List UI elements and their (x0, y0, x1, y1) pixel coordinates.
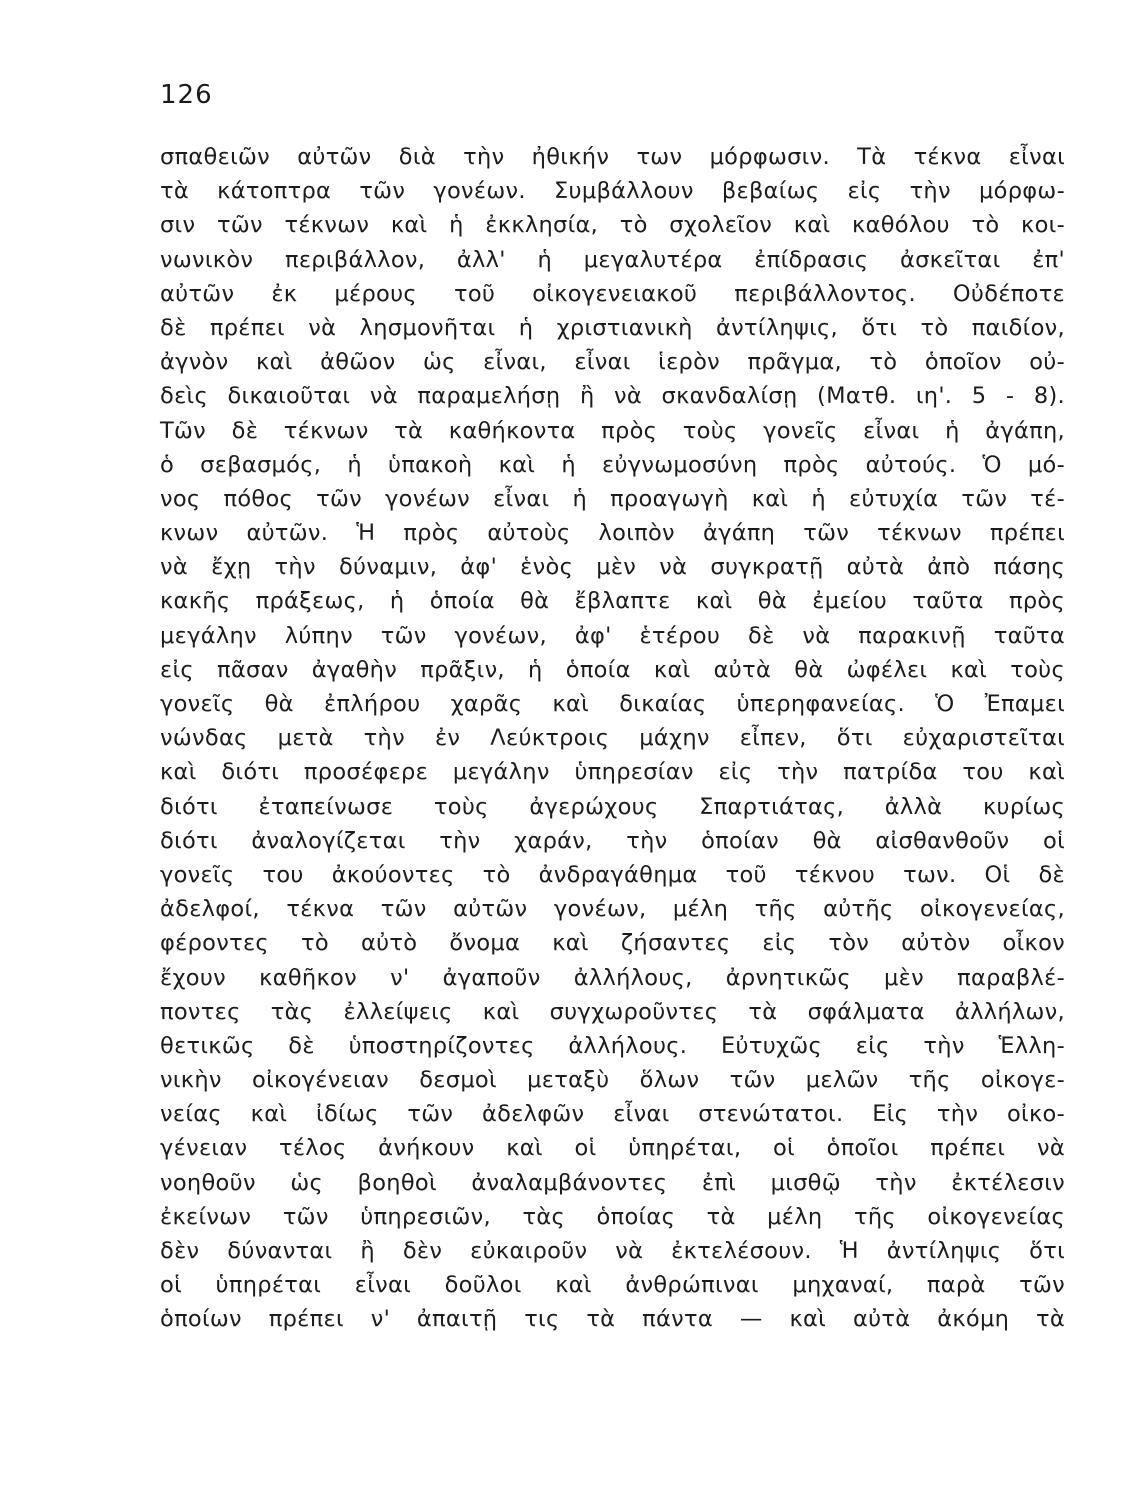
text-line: γονεῖς θὰ ἐπλήρου χαρᾶς καὶ δικαίας ὑπερηφανείας. Ὁ Ἐπαμει (160, 691, 1065, 717)
text-line: ποντες τὰς ἐλλείψεις καὶ συγχωροῦντες τὰ σφάλματα ἀλλήλων, (160, 998, 1065, 1025)
text-line: θετικῶς δὲ ὑποστηρίζοντες ἀλλήλους. Εὐτυχῶς εἰς τὴν Ἑλλη- (160, 1032, 1065, 1059)
text-line: Τῶν δὲ τέκνων τὰ καθήκοντα πρὸς τοὺς γονεῖς εἶναι ἡ ἀγάπη, (160, 417, 1065, 444)
text-line: δὲν δύνανται ἢ δὲν εὐκαιροῦν νὰ ἐκτελέσουν. Ἡ ἀντίληψις ὅτι (160, 1238, 1065, 1264)
text-line: διότι ἐταπείνωσε τοὺς ἀγερώχους Σπαρτιάτας, ἀλλὰ κυρίως (160, 793, 1065, 820)
text-line: νώνδας μετὰ τὴν ἐν Λεύκτροις μάχην εἶπεν, ὅτι εὐχαριστεῖται (160, 725, 1065, 752)
text-line: ἐκείνων τῶν ὑπηρεσιῶν, τὰς ὁποίας τὰ μέλη τῆς οἰκογενείας (160, 1203, 1065, 1230)
text-line: εἰς πᾶσαν ἀγαθὴν πρᾶξιν, ἡ ὁποία καὶ αὐτὰ θὰ ὠφέλει καὶ τοὺς (160, 656, 1065, 683)
text-line: ἀδελφοί, τέκνα τῶν αὐτῶν γονέων, μέλη τῆς αὐτῆς οἰκογενείας, (160, 896, 1065, 923)
text-line: σιν τῶν τέκνων καὶ ἡ ἐκκλησία, τὸ σχολεῖον καὶ καθόλου τὸ κοι- (160, 212, 1065, 239)
text-line: ὁ σεβασμός, ἡ ὑπακοὴ καὶ ἡ εὐγνωμοσύνη πρὸς αὐτούς. Ὁ μό- (160, 451, 1065, 478)
text-line: δεὶς δικαιοῦται νὰ παραμελήσῃ ἢ νὰ σκανδαλίσῃ (Ματθ. ιη'. 5 - 8). (160, 383, 1065, 410)
text-line: μεγάλην λύπην τῶν γονέων, ἀφ' ἑτέρου δὲ νὰ παρακινῇ ταῦτα (160, 622, 1065, 649)
text-line: νοηθοῦν ὡς βοηθοὶ ἀναλαμβάνοντες ἐπὶ μισθῷ τὴν ἐκτέλεσιν (160, 1169, 1065, 1196)
text-line: δὲ πρέπει νὰ λησμονῆται ἡ χριστιανικὴ ἀντίληψις, ὅτι τὸ παιδίον, (160, 314, 1065, 341)
page-number: 126 (160, 80, 213, 110)
text-line: αὐτῶν ἐκ μέρους τοῦ οἰκογενειακοῦ περιβάλλοντος. Οὐδέποτε (160, 280, 1065, 307)
text-line: νος πόθος τῶν γονέων εἶναι ἡ προαγωγὴ καὶ ἡ εὐτυχία τῶν τέ- (160, 485, 1065, 512)
text-line: ἀγνὸν καὶ ἀθῶον ὡς εἶναι, εἶναι ἱερὸν πρᾶγμα, τὸ ὁποῖον οὐ- (160, 349, 1065, 376)
text-line: τὰ κάτοπτρα τῶν γονέων. Συμβάλλουν βεβαίως εἰς τὴν μόρφω- (160, 178, 1065, 205)
text-line: γονεῖς του ἀκούοντες τὸ ἀνδραγάθημα τοῦ τέκνου των. Οἱ δὲ (160, 861, 1065, 888)
text-line: ἔχουν καθῆκον ν' ἀγαποῦν ἀλλήλους, ἀρνητικῶς μὲν παραβλέ- (160, 964, 1065, 991)
text-line: οἱ ὑπηρέται εἶναι δοῦλοι καὶ ἀνθρώπιναι μηχαναί, παρὰ τῶν (160, 1272, 1065, 1299)
text-line: νωνικὸν περιβάλλον, ἀλλ' ἡ μεγαλυτέρα ἐπίδρασις ἀσκεῖται ἐπ' (160, 246, 1065, 273)
text-line: νικὴν οἰκογένειαν δεσμοὶ μεταξὺ ὅλων τῶν μελῶν τῆς οἰκογε- (160, 1067, 1065, 1094)
text-line: φέροντες τὸ αὐτὸ ὄνομα καὶ ζήσαντες εἰς τὸν αὐτὸν οἶκον (160, 930, 1065, 957)
text-line: νείας καὶ ἰδίως τῶν ἀδελφῶν εἶναι στενώτατοι. Εἰς τὴν οἰκο- (160, 1101, 1065, 1128)
text-line: διότι ἀναλογίζεται τὴν χαράν, τὴν ὁποίαν θὰ αἰσθανθοῦν οἱ (160, 827, 1065, 854)
text-line: σπαθειῶν αὐτῶν διὰ τὴν ἠθικήν των μόρφωσιν. Τὰ τέκνα εἶναι (160, 144, 1065, 170)
text-line: κακῆς πράξεως, ἡ ὁποία θὰ ἔβλαπτε καὶ θὰ ἐμείου ταῦτα πρὸς (160, 588, 1065, 615)
text-line: γένειαν τέλος ἀνήκουν καὶ οἱ ὑπηρέται, οἱ ὁποῖοι πρέπει νὰ (160, 1135, 1065, 1162)
text-line: νὰ ἔχῃ τὴν δύναμιν, ἀφ' ἑνὸς μὲν νὰ συγκρατῇ αὐτὰ ἀπὸ πάσης (160, 554, 1065, 581)
body-text (160, 140, 1065, 1337)
text-line: καὶ διότι προσέφερε μεγάλην ὑπηρεσίαν εἰς τὴν πατρίδα του καὶ (160, 759, 1065, 786)
text-line: κνων αὐτῶν. Ἡ πρὸς αὐτοὺς λοιπὸν ἀγάπη τῶν τέκνων πρέπει (160, 520, 1065, 547)
text-line: ὁποίων πρέπει ν' ἀπαιτῇ τις τὰ πάντα — καὶ αὐτὰ ἀκόμη τὰ (160, 1306, 1065, 1333)
